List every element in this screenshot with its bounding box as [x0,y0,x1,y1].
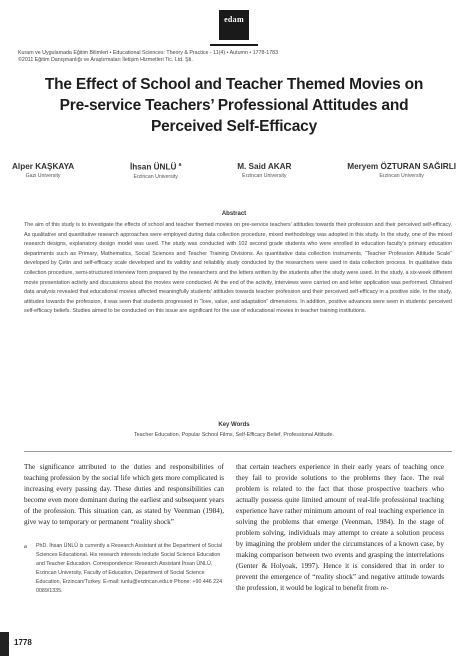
author-affiliation: Gazi University [25,173,61,179]
page-marker-bar [0,632,9,656]
author-1 [12,162,74,180]
footnote-text: PhD. İhsan ÜNLÜ is currently a Research Assistant at the Department of Social Sciences Educational. His research interests include Social Science Education and Teacher Education. Correspondence: Research Assistant İhsan ÜNLÜ, Erzincan University, Faculty of Education, Department of Social Science Education, Erzincan/Turkey. E-mail: iunlu@erzincan.edu.tr Phone: +90 446 224 0089/1335. [36,543,223,594]
body-column-right: that certain teachers experience in their early years of teaching once they fail to provide solutions to the problems they face. The real problem is related to the fact that those prospective teachers who actually possess quite limited amount of real-life professional teaching experience have rather minimum amount of real teaching experience in solving the problems that emerge (Veenman, 1984). In the stage of problem solving, individuals may attempt to create a solution process by imagining the problem under the circumstances of a known case, by making comparison between two events and grasping the interrelations (Genter & Holyoak, 1997). Hence it is considered that in order to prevent the emergence of “reality shock” and negative attitude towards the profession, it would be logical to benefit from re- [236,463,444,592]
journal-line-1: Kuram ve Uygulamada Eğitim Bilimleri • Educational Sciences: Theory & Practice - 11(4) • Autumn • 1778-1783 [18,50,279,56]
author-name: Meryem ÖZTURAN SAĞIRLI [347,162,456,171]
publisher-logo [210,10,258,48]
footnote [24,542,224,596]
abstract-heading: Abstract [221,211,247,217]
keywords-text: Teacher Education, Popular School Films, Self-Efficacy Belief, Professional Attitude. [133,432,335,438]
author-affiliation: Erzincan University [242,173,287,179]
journal-info [18,50,458,64]
author-affiliation: Erzincan University [379,173,424,179]
author-name: İhsan ÜNLÜ [129,162,177,172]
author-3 [237,162,291,180]
author-list [12,162,456,180]
journal-line-2: ©2011 Eğitim Danışmanlığı ve Araştırmaları İletişim Hizmetleri Tic. Ltd. Şti. [18,57,193,63]
author-footnote-mark: a [178,162,182,168]
paper-title: The Effect of School and Teacher Themed Movies on Pre-service Teachers’ Professional Attitudes and Perceived Self-Efficacy [44,76,424,135]
logo-text: edam [224,15,244,24]
section-divider [24,451,452,452]
keywords-heading: Key Words [218,422,250,428]
page-number: 1778 [14,638,32,647]
author-name: Alper KAŞKAYA [12,162,75,171]
author-4 [347,162,456,180]
author-2 [130,162,181,180]
author-name: M. Said AKAR [237,162,292,171]
body-column-left: The significance attributed to the duties and responsibilities of teaching profession by the social life which gets more complicated is increasing every passing day. These duties and responsibilities can become even more dominant during the earliest and subsequent years of the profession. This situation can, as stated by Veenman (1984), give way to temporary or permanent “reality shock” [24,463,224,526]
abstract-text: The aim of this study is to investigate the effects of school and teacher themed movies on pre-service teachers’ attitudes towards their profession and their perceived self-efficacy. As qualitative and quantitative research approaches were employed during data collection procedure, mixed methodology was adopted in this study. In the study, one of the mixed research designs, explanatory design model was used. The study was conducted with 102 second grade students who were enrolled to education faculty’s primary education departments such as Primary, Mathematics, Social Sciences and Teacher Training Divisions. As quantitative data collection instruments, “Teacher Profession Attitude Scale” developed by Çetin and self-efficacy scale developed and its validity and reliability study conducted by the researchers were used in data collection process. In qualitative data collection procedure, semi-structured interview form prepared by the researchers and the letters written by the students after the study were used. In the study, a six-week different movie presentation activity and discussions about the movies were conducted. At the end of the activity, interviews were carried on and letter application was performed. Obtained data analysis revealed that educational movies affected meaningfully students’ attitudes towards teacher profession and their perceived self-efficacy in a positive side. In the study, attitudes towards the profession, it was seen that students progressed in “love, value, and adaptation” dimensions. In addition, positive advances were seen in students’ perceived self-efficacy beliefs. Studies aimed to be conducted on this issue are significant for the use of educational movies in teacher training institutions. [24,222,452,315]
footnote-mark: a [24,543,27,550]
author-affiliation: Erzincan University [133,173,178,180]
